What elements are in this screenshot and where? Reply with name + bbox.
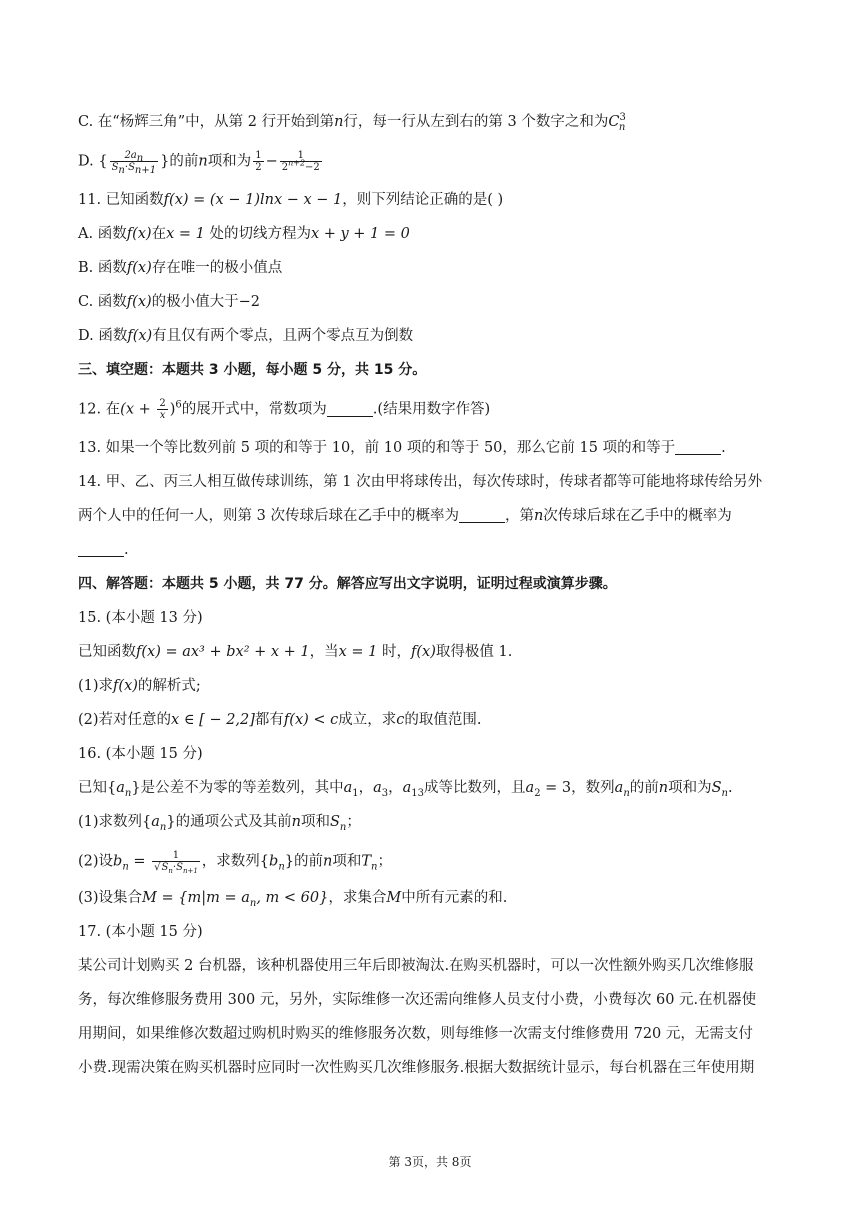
text: 的解析式; (137, 678, 201, 694)
question-14-line-1: 14. 甲、乙、丙三人相互做传球训练，第 1 次由甲将球传出，每次传球时，传球者都等可能地将球传给另外 (78, 474, 763, 490)
question-17-header: 17. (本小题 15 分) (78, 924, 203, 940)
text: ， (358, 780, 374, 796)
math: S (711, 780, 722, 796)
option-11d (78, 326, 413, 346)
den: x (159, 410, 166, 421)
math-sub: n (122, 861, 129, 873)
math: −2 (238, 294, 261, 310)
math: C (608, 114, 620, 130)
num: 1 (280, 150, 322, 162)
option-11c (78, 292, 260, 312)
text: 的展开式中，常数项为 (181, 401, 327, 418)
math-sub: 1 (352, 787, 359, 799)
sub2: n+1 (134, 165, 157, 176)
text: D. { (78, 153, 108, 170)
option-11a (78, 224, 410, 244)
text: . (728, 780, 733, 796)
question-15-stem (78, 642, 512, 662)
math: f(x) (126, 226, 152, 242)
math: a (525, 780, 535, 796)
text: (2)设 (78, 853, 114, 870)
text: ； (377, 853, 392, 870)
math: n (334, 114, 344, 130)
math: x = 1 (166, 226, 205, 242)
math: M = {m|m = a (142, 890, 250, 906)
den: S (111, 162, 119, 173)
question-16-part-2 (78, 850, 392, 873)
text: (2)若对任意的 (78, 712, 172, 728)
num: 1 (152, 850, 200, 862)
text: C. 函数 (78, 294, 127, 310)
math-sub: n (618, 121, 626, 133)
text: }是公差不为零的等差数列，其中 (131, 780, 344, 796)
text: }的前 (284, 853, 324, 870)
text: ； (346, 814, 361, 830)
text: ，第 (504, 508, 534, 524)
math: x ∈ [ − 2,2] (171, 712, 255, 728)
question-15-part-2 (78, 710, 482, 730)
text: 的极小值大于 (151, 294, 239, 310)
option-11b (78, 258, 282, 278)
math-sub: 2 (534, 787, 541, 799)
answer-blank[interactable] (675, 440, 721, 455)
math: a (402, 780, 412, 796)
math: (x + (120, 401, 156, 418)
den: $√S_n\cdot S_{n+1}$ (154, 862, 198, 875)
math: a (614, 780, 624, 796)
math: = 3 (540, 780, 572, 796)
math: M (386, 890, 402, 906)
text: }的通项公式及其前 (166, 814, 292, 830)
question-17-text-1: 某公司计划购买 2 台机器，该种机器使用三年后即被淘汰.在购买机器时，可以一次性额外购买几次维修服 (78, 958, 754, 974)
math: f(x) < c (283, 712, 339, 728)
num: 2 (159, 398, 166, 409)
num: 1 (255, 150, 262, 161)
math: a (373, 780, 382, 796)
question-15-header: 15. (本小题 13 分) (78, 610, 203, 626)
math: a (151, 814, 160, 830)
text: 12. 在 (78, 401, 121, 418)
math: = (128, 853, 151, 870)
text: ， (388, 780, 403, 796)
text: 已知{ (78, 780, 117, 796)
math-sub: n (371, 861, 378, 873)
answer-blank[interactable] (78, 542, 124, 557)
text: 处的切线方程为 (204, 226, 311, 242)
text: ，数列 (571, 780, 615, 796)
math-sub: n (721, 787, 728, 799)
sub: n (136, 153, 144, 164)
text: }的前 (160, 153, 199, 170)
question-16-stem (78, 778, 733, 798)
question-11 (78, 190, 503, 210)
text: 取得极值 1. (435, 644, 513, 660)
question-16-part-1 (78, 812, 361, 832)
math: n (658, 780, 669, 796)
text: 行，每一行从左到右的第 3 个数字之和为 (343, 114, 609, 130)
question-14-line-2 (78, 506, 732, 526)
text: D. 函数 (78, 328, 128, 344)
den: 2 (281, 162, 289, 173)
fraction (253, 150, 263, 173)
question-13 (78, 438, 726, 458)
math-sub: 3 (381, 787, 389, 799)
text: 有且仅有两个零点，且两个零点互为倒数 (152, 328, 414, 344)
text: 时， (377, 644, 412, 660)
den-tail: −2 (305, 162, 320, 173)
text: 两个人中的任何一人，则第 3 次传球后球在乙手中的概率为 (78, 508, 459, 524)
section-heading-3: 三、填空题：本题共 3 小题，每小题 5 分，共 15 分。 (78, 362, 427, 378)
math: b (269, 853, 279, 870)
text: 中所有元素的和. (401, 890, 508, 906)
question-17-text-4: 小费.现需决策在购买机器时应同时一次性购买几次维修服务.根据大数据统计显示，每台机器在三年使用期 (78, 1060, 755, 1076)
math: n (291, 814, 301, 830)
math: ) (169, 401, 176, 418)
math: f(x) (113, 678, 138, 694)
text: . (721, 440, 726, 456)
math: b (113, 853, 123, 870)
text: 成立，求 (338, 712, 397, 728)
math-sup: 6 (175, 399, 182, 411)
text: 13. 如果一个等比数列前 5 项的和等于 10，前 10 项的和等于 50，那么它前 15 项的和等于 (78, 440, 676, 456)
sup: n+2 (288, 158, 306, 168)
text: 存在唯一的极小值点 (151, 260, 283, 276)
math: f(x) = ax³ + bx² + x + 1 (136, 644, 310, 660)
math-sub: n (339, 821, 347, 833)
math: , m < 60} (256, 890, 329, 906)
math: f(x) (126, 260, 152, 276)
fraction (157, 398, 167, 421)
question-17-text-3: 用期间，如果维修次数超过购机时购买的维修服务次数，则每维修一次需支付维修费用 720 元，无需支付 (78, 1026, 753, 1042)
answer-blank[interactable] (327, 402, 373, 417)
text: 11. 已知函数 (78, 192, 164, 208)
math: a (116, 780, 125, 796)
text: A. 函数 (78, 226, 127, 242)
text: C. 在“杨辉三角”中，从第 2 行开始到第 (78, 114, 335, 130)
math: S (329, 814, 340, 830)
den: 2 (255, 162, 262, 173)
math-sub: 13 (411, 787, 425, 799)
text: 项和为 (668, 780, 712, 796)
math: T (361, 853, 372, 870)
text: ，求数列{ (201, 853, 270, 870)
question-16-part-3 (78, 888, 507, 908)
math: f(x) (127, 328, 153, 344)
question-15-part-1 (78, 676, 201, 696)
text: 次传球后球在乙手中的概率为 (543, 508, 732, 524)
option-10d (78, 150, 324, 176)
math-sub: n (623, 787, 630, 799)
math-sub: n (159, 821, 167, 833)
math: f(x) (411, 644, 436, 660)
text: 都有 (254, 712, 284, 728)
text: (1)求 (78, 678, 114, 694)
text: 在 (151, 226, 167, 242)
text: 项和 (332, 853, 362, 870)
den2: S (128, 162, 135, 173)
math-sub: n (124, 787, 132, 799)
sub: n (118, 165, 125, 176)
math: a (343, 780, 353, 796)
question-16-header: 16. (本小题 15 分) (78, 746, 203, 762)
text: B. 函数 (78, 260, 127, 276)
math-sup: 3 (619, 112, 626, 124)
text: . (124, 542, 129, 558)
answer-blank[interactable] (459, 508, 505, 523)
fraction (280, 150, 322, 173)
text: 项和为 (207, 153, 252, 170)
num: 2a (124, 150, 137, 161)
question-14-line-3 (78, 540, 129, 560)
text: .(结果用数字作答) (372, 401, 491, 418)
text: ，求集合 (328, 890, 387, 906)
math: x = 1 (338, 644, 378, 660)
math-sub: n (278, 861, 285, 873)
math: − (265, 153, 278, 170)
text: 的前 (629, 780, 659, 796)
question-17-text-2: 务，每次维修服务费用 300 元，另外，实际维修一次还需向维修人员支付小费，小费每次 60 元.在机器使 (78, 992, 757, 1008)
option-10c (78, 112, 625, 132)
text: (3)设集合 (78, 890, 143, 906)
math: n (323, 853, 333, 870)
text: ，当 (309, 644, 339, 660)
math: n (533, 508, 544, 524)
fraction: $\frac{2a_n}{S_n\cdot S_{n+1}}$ (111, 150, 157, 176)
text: (1)求数列{ (78, 814, 152, 830)
fraction (152, 850, 200, 873)
text: 成等比数列，且 (424, 780, 526, 796)
math: c (396, 712, 405, 728)
math-sub: n (249, 897, 257, 909)
page-footer: 第 3页，共 8页 (388, 1155, 472, 1169)
section-heading-4: 四、解答题：本题共 5 小题，共 77 分。解答应写出文字说明，证明过程或演算步骤。 (78, 576, 617, 592)
math: f(x) (126, 294, 152, 310)
text: 的取值范围. (404, 712, 482, 728)
math: n (198, 153, 208, 170)
question-12 (78, 398, 490, 421)
text: ，则下列结论正确的是( ) (342, 192, 504, 208)
text: 已知函数 (78, 644, 136, 660)
text: 项和 (300, 814, 330, 830)
math: f(x) = (x − 1)lnx − x − 1 (163, 192, 343, 208)
math: x + y + 1 = 0 (310, 226, 410, 242)
